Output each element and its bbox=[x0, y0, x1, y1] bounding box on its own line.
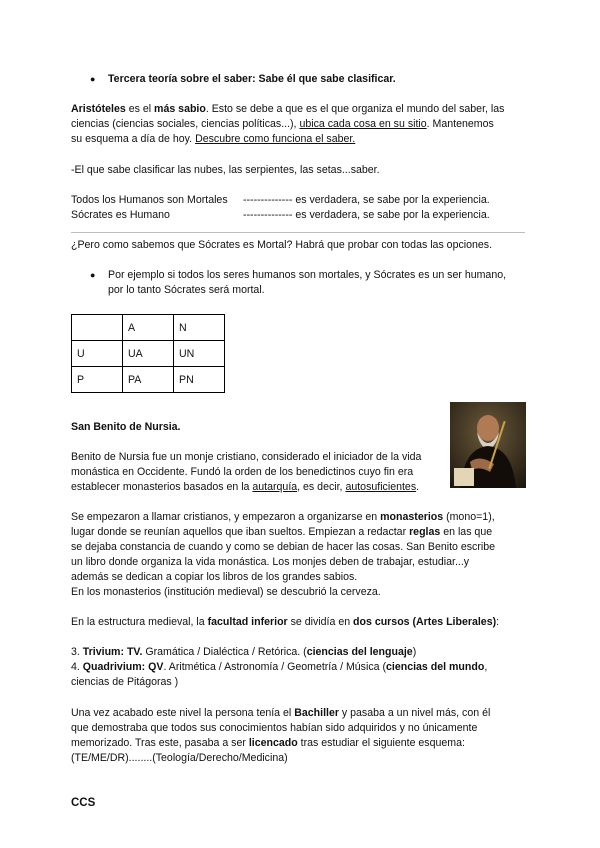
underlined-autosuficientes: autosuficientes bbox=[345, 481, 417, 493]
monasterios-line-3: se dejaba constancia de cuando y como se debian de hacer las cosas. San Benito escribe bbox=[71, 541, 496, 553]
term-bachiller: Bachiller bbox=[294, 707, 339, 719]
bachiller-line-2: que demostraba que todos sus conocimientos habían sido adquiridos y no únicamente bbox=[71, 722, 478, 734]
bachiller-line-1: Una vez acabado este nivel la persona tenía el Bachiller y pasaba a un nivel más, con él bbox=[71, 707, 491, 719]
trivium-line: 3. Trivium: TV. Gramática / Dialéctica / Retórica. (ciencias del lenguaje) bbox=[71, 646, 417, 658]
table-cell: PA bbox=[123, 367, 174, 393]
syllogism-premise-2: Sócrates es Humano bbox=[71, 209, 170, 221]
footer-ccs: CCS bbox=[71, 797, 96, 809]
monasterios-line-2: lugar donde se reunían aquellos que iban sueltos. Empiezan a redactar reglas en las que bbox=[71, 526, 493, 538]
aristoteles-line-1: Aristóteles es el más sabio. Esto se debe a que es el que organiza el mundo del saber, las bbox=[71, 103, 505, 115]
quadrivium-line-1: 4. Quadrivium: QV. Aritmética / Astronomía / Geometría / Música (ciencias del mundo, bbox=[71, 661, 488, 673]
bullet-marker: ● bbox=[90, 270, 96, 280]
table-cell: P bbox=[72, 367, 123, 393]
san-benito-portrait-image bbox=[450, 402, 526, 488]
san-benito-line-3: establecer monasterios basados en la autarquía, es decir, autosuficientes. bbox=[71, 481, 420, 493]
monasterios-line-6: En los monasterios (institución medieval) se descubrió la cerveza. bbox=[71, 586, 381, 598]
term-monasterios: monasterios bbox=[380, 511, 444, 523]
term-mas-sabio: más sabio bbox=[154, 103, 206, 115]
example-line-2: por lo tanto Sócrates será mortal. bbox=[108, 284, 265, 296]
aristoteles-line-3: su esquema a día de hoy. Descubre como funciona el saber. bbox=[71, 133, 356, 145]
term-quadrivium: Quadrivium: QV bbox=[82, 661, 164, 673]
term-aristoteles: Aristóteles bbox=[71, 103, 126, 115]
aristoteles-line-2: ciencias (ciencias sociales, ciencias políticas...), ubica cada cosa en su sitio. Mantenemos bbox=[71, 118, 494, 130]
table-cell: U bbox=[72, 341, 123, 367]
monasterios-line-1: Se empezaron a llamar cristianos, y empezaron a organizarse en monasterios (mono=1), bbox=[71, 511, 495, 523]
bachiller-line-4: (TE/ME/DR)........(Teología/Derecho/Medicina) bbox=[71, 752, 288, 764]
quadrivium-line-2: ciencias de Pitágoras ) bbox=[71, 676, 179, 688]
example-line-1: Por ejemplo si todos los seres humanos son mortales, y Sócrates es un ser humano, bbox=[108, 269, 507, 281]
table-row bbox=[72, 315, 225, 341]
term-dos-cursos: dos cursos (Artes Liberales) bbox=[353, 616, 497, 628]
horizontal-rule bbox=[71, 232, 525, 233]
term-reglas: reglas bbox=[409, 526, 441, 538]
term-licencado: licencado bbox=[248, 737, 298, 749]
bachiller-line-3: memorizado. Tras este, pasaba a ser licencado tras estudiar el siguiente esquema: bbox=[71, 737, 465, 749]
term-ciencias-lenguaje: ciencias del lenguaje bbox=[306, 646, 413, 658]
san-benito-line-1: Benito de Nursia fue un monje cristiano, considerado el iniciador de la vida bbox=[71, 451, 422, 463]
syllogism-premise-1: Todos los Humanos son Mortales bbox=[71, 194, 228, 206]
question-line: ¿Pero como sabemos que Sócrates es Mortal? Habrá que probar con todas las opciones. bbox=[71, 239, 493, 251]
term-facultad-inferior: facultad inferior bbox=[207, 616, 288, 628]
table-cell: PN bbox=[174, 367, 225, 393]
portrait-illustration bbox=[450, 402, 526, 488]
term-ciencias-mundo: ciencias del mundo bbox=[386, 661, 485, 673]
table-cell: A bbox=[123, 315, 174, 341]
monasterios-line-5: además se dedican a copiar los libros de los grandes sabios. bbox=[71, 571, 358, 583]
term-trivium: Trivium: TV. bbox=[82, 646, 143, 658]
table-row bbox=[72, 341, 225, 367]
san-benito-line-2: monástica en Occidente. Fundó la orden de los benedictinos cuyo fin era bbox=[71, 466, 414, 478]
underlined-autarquia: autarquía bbox=[252, 481, 298, 493]
bullet-marker: ● bbox=[90, 74, 96, 84]
classification-table bbox=[71, 314, 225, 393]
table-cell bbox=[72, 315, 123, 341]
table-cell: UA bbox=[123, 341, 174, 367]
table-cell: UN bbox=[174, 341, 225, 367]
heading-third-theory: Tercera teoría sobre el saber: Sabe él que sabe clasificar. bbox=[108, 73, 396, 85]
table-row bbox=[72, 367, 225, 393]
syllogism-verdict-2: -------------- es verdadera, se sabe por la experiencia. bbox=[243, 209, 490, 221]
underlined-descubre: Descubre como funciona el saber. bbox=[195, 133, 356, 145]
estructura-line: En la estructura medieval, la facultad inferior se dividía en dos cursos (Artes Liberales): bbox=[71, 616, 500, 628]
underlined-ubica: ubica cada cosa en su sitio bbox=[299, 118, 427, 130]
monasterios-line-4: un libro donde organiza la vida monástica. Los monjes deben de trabajar, estudiar...y bbox=[71, 556, 470, 568]
table-cell: N bbox=[174, 315, 225, 341]
classify-line: -El que sabe clasificar las nubes, las serpientes, las setas...saber. bbox=[71, 164, 380, 176]
san-benito-title: San Benito de Nursia. bbox=[71, 421, 181, 433]
syllogism-verdict-1: -------------- es verdadera, se sabe por la experiencia. bbox=[243, 194, 490, 206]
